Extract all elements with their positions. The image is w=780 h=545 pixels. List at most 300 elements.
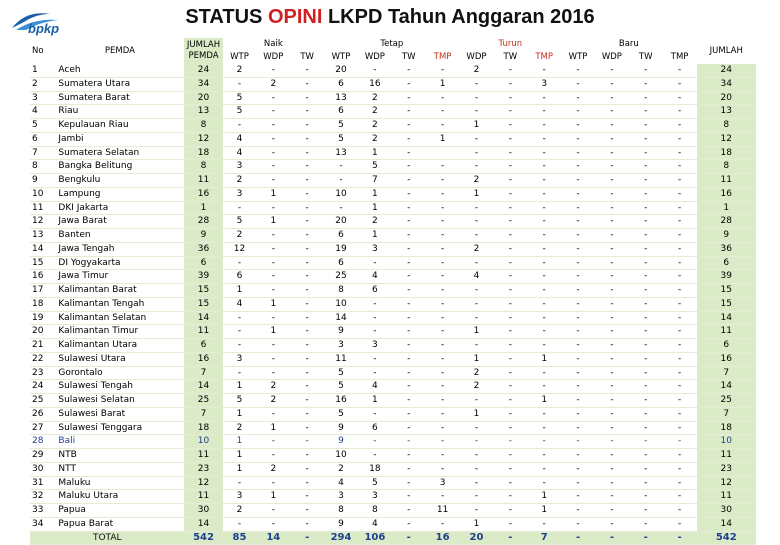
cell-u-2: - — [527, 380, 561, 394]
cell-b-3: - — [663, 256, 697, 270]
cell-b-0: - — [561, 449, 595, 463]
cell-jumlah: 16 — [697, 352, 756, 366]
cell-t-1: - — [358, 325, 392, 339]
cell-u-2: 1 — [527, 490, 561, 504]
cell-n-0: 1 — [223, 407, 257, 421]
cell-t-2: - — [392, 476, 426, 490]
table-row — [30, 490, 756, 504]
cell-n-1: - — [256, 284, 290, 298]
cell-b-1: - — [595, 421, 629, 435]
table-row — [30, 476, 756, 490]
cell-b-3: - — [663, 201, 697, 215]
cell-u-1: - — [493, 119, 527, 133]
cell-b-0: - — [561, 476, 595, 490]
cell-t-1: 6 — [358, 421, 392, 435]
cell-b-1: - — [595, 504, 629, 518]
cell-t-2: - — [392, 504, 426, 518]
cell-jumlah-pemda: 39 — [184, 270, 222, 284]
cell-jumlah-pemda: 8 — [184, 119, 222, 133]
cell-b-3: - — [663, 132, 697, 146]
cell-b-3: - — [663, 270, 697, 284]
cell-t-0: 9 — [324, 325, 358, 339]
cell-n-2: - — [290, 201, 324, 215]
svg-text:bpkp: bpkp — [28, 21, 60, 36]
cell-b-0: - — [561, 490, 595, 504]
cell-t-2: - — [392, 229, 426, 243]
cell-b-0: - — [561, 380, 595, 394]
cell-u-1: - — [493, 517, 527, 531]
table-row — [30, 77, 756, 91]
cell-no: 12 — [30, 215, 55, 229]
cell-t-3: 3 — [426, 476, 460, 490]
cell-t-0: 14 — [324, 311, 358, 325]
cell-pemda: Jawa Barat — [55, 215, 184, 229]
table-row — [30, 105, 756, 119]
table-row — [30, 325, 756, 339]
cell-t-3: 1 — [426, 77, 460, 91]
cell-no: 7 — [30, 146, 55, 160]
cell-no: 18 — [30, 297, 55, 311]
cell-b-2: - — [629, 270, 663, 284]
table-row — [30, 297, 756, 311]
cell-t-0: 13 — [324, 91, 358, 105]
cell-b-0: - — [561, 77, 595, 91]
cell-t-1: 1 — [358, 229, 392, 243]
cell-u-1: - — [493, 77, 527, 91]
table-row — [30, 64, 756, 77]
cell-no: 23 — [30, 366, 55, 380]
cell-b-0: - — [561, 119, 595, 133]
cell-t-0: 4 — [324, 476, 358, 490]
cell-pemda: DI Yogyakarta — [55, 256, 184, 270]
cell-b-2: - — [629, 105, 663, 119]
cell-u-2: - — [527, 311, 561, 325]
cell-u-2: - — [527, 517, 561, 531]
cell-t-0: 6 — [324, 229, 358, 243]
cell-u-2: - — [527, 284, 561, 298]
cell-u-2: 1 — [527, 394, 561, 408]
cell-u-2: - — [527, 160, 561, 174]
cell-n-0: - — [223, 201, 257, 215]
cell-t-1: 8 — [358, 504, 392, 518]
cell-b-1: - — [595, 339, 629, 353]
total-row — [30, 531, 756, 545]
cell-u-2: - — [527, 476, 561, 490]
cell-u-0: - — [460, 91, 494, 105]
cell-jumlah: 11 — [697, 174, 756, 188]
cell-t-0: 10 — [324, 187, 358, 201]
opini-table-container — [30, 38, 756, 545]
cell-t-2: - — [392, 201, 426, 215]
cell-n-2: - — [290, 352, 324, 366]
table-row — [30, 132, 756, 146]
cell-n-0: - — [223, 256, 257, 270]
cell-t-3: - — [426, 187, 460, 201]
tetap-tmp: TMP — [433, 52, 452, 62]
cell-jumlah-pemda: 15 — [184, 284, 222, 298]
cell-b-2: - — [629, 284, 663, 298]
cell-n-2: - — [290, 476, 324, 490]
cell-b-1: - — [595, 201, 629, 215]
cell-pemda: Papua — [55, 504, 184, 518]
cell-n-2: - — [290, 229, 324, 243]
cell-b-0: - — [561, 407, 595, 421]
cell-n-2: - — [290, 132, 324, 146]
cell-n-1: - — [256, 105, 290, 119]
cell-n-1: - — [256, 201, 290, 215]
cell-jumlah-pemda: 542 — [184, 531, 222, 545]
cell-b-0: - — [561, 229, 595, 243]
cell-b-2: - — [629, 174, 663, 188]
cell-n-1: 14 — [256, 531, 290, 545]
cell-b-3: - — [663, 339, 697, 353]
cell-no: 19 — [30, 311, 55, 325]
cell-t-0: 9 — [324, 421, 358, 435]
cell-b-1: - — [595, 242, 629, 256]
cell-t-3: - — [426, 366, 460, 380]
cell-t-2: - — [392, 64, 426, 77]
cell-t-3: - — [426, 297, 460, 311]
cell-pemda: Kepulauan Riau — [55, 119, 184, 133]
cell-u-0: 2 — [460, 64, 494, 77]
cell-jumlah-pemda: 14 — [184, 517, 222, 531]
cell-n-0: 2 — [223, 64, 257, 77]
cell-u-2: - — [527, 366, 561, 380]
cell-u-1: - — [493, 366, 527, 380]
page-title — [0, 6, 780, 29]
cell-u-0: 1 — [460, 352, 494, 366]
cell-t-3: - — [426, 407, 460, 421]
cell-t-3: - — [426, 380, 460, 394]
cell-u-1: - — [493, 270, 527, 284]
cell-t-2: - — [392, 270, 426, 284]
cell-no: 30 — [30, 462, 55, 476]
cell-n-1: - — [256, 449, 290, 463]
cell-t-1: 2 — [358, 105, 392, 119]
cell-b-3: - — [663, 229, 697, 243]
cell-b-3: - — [663, 462, 697, 476]
cell-u-1: - — [493, 352, 527, 366]
cell-no: 16 — [30, 270, 55, 284]
cell-t-1: 1 — [358, 201, 392, 215]
cell-u-0: 4 — [460, 270, 494, 284]
cell-t-0: 3 — [324, 339, 358, 353]
cell-n-0: 1 — [223, 435, 257, 449]
cell-b-3: - — [663, 476, 697, 490]
cell-u-1: - — [493, 490, 527, 504]
cell-n-1: 1 — [256, 215, 290, 229]
table-row — [30, 160, 756, 174]
cell-jumlah-pemda: 14 — [184, 311, 222, 325]
cell-b-2: - — [629, 421, 663, 435]
cell-u-2: - — [527, 174, 561, 188]
header-row-groups — [30, 38, 756, 51]
cell-jumlah-pemda: 16 — [184, 187, 222, 201]
cell-n-2: - — [290, 490, 324, 504]
cell-n-0: - — [223, 119, 257, 133]
cell-jumlah: 7 — [697, 366, 756, 380]
cell-u-2: - — [527, 435, 561, 449]
cell-t-1: 2 — [358, 132, 392, 146]
cell-b-1: - — [595, 174, 629, 188]
cell-u-0: 2 — [460, 380, 494, 394]
cell-jumlah: 8 — [697, 119, 756, 133]
cell-t-3: - — [426, 270, 460, 284]
cell-pemda: Sulawesi Tenggara — [55, 421, 184, 435]
cell-t-1: 106 — [358, 531, 392, 545]
cell-u-0: 2 — [460, 242, 494, 256]
cell-u-1: - — [493, 187, 527, 201]
cell-b-2: - — [629, 517, 663, 531]
cell-jumlah-pemda: 23 — [184, 462, 222, 476]
cell-t-1: - — [358, 435, 392, 449]
cell-t-1: 18 — [358, 462, 392, 476]
cell-t-3: - — [426, 325, 460, 339]
cell-t-2: - — [392, 215, 426, 229]
cell-no: 1 — [30, 64, 55, 77]
cell-n-2: - — [290, 435, 324, 449]
table-row — [30, 366, 756, 380]
cell-t-2: - — [392, 132, 426, 146]
cell-jumlah: 36 — [697, 242, 756, 256]
cell-jumlah-pemda: 16 — [184, 352, 222, 366]
cell-b-2: - — [629, 531, 663, 545]
group-turun: Turun — [498, 39, 523, 49]
cell-u-0: - — [460, 490, 494, 504]
cell-b-2: - — [629, 64, 663, 77]
cell-t-0: 5 — [324, 119, 358, 133]
cell-b-1: - — [595, 380, 629, 394]
cell-b-0: - — [561, 105, 595, 119]
cell-t-0: 10 — [324, 449, 358, 463]
cell-b-3: - — [663, 160, 697, 174]
cell-u-2: - — [527, 187, 561, 201]
cell-b-1: - — [595, 64, 629, 77]
cell-no: 31 — [30, 476, 55, 490]
cell-t-2: - — [392, 146, 426, 160]
cell-no: 24 — [30, 380, 55, 394]
cell-u-0: - — [460, 449, 494, 463]
cell-b-1: - — [595, 270, 629, 284]
cell-n-0: 3 — [223, 352, 257, 366]
cell-b-3: - — [663, 449, 697, 463]
cell-u-0: - — [460, 146, 494, 160]
cell-u-2: - — [527, 132, 561, 146]
cell-u-0: - — [460, 311, 494, 325]
cell-jumlah: 11 — [697, 490, 756, 504]
group-baru: Baru — [618, 39, 639, 49]
cell-jumlah-pemda: 13 — [184, 105, 222, 119]
cell-u-2: - — [527, 407, 561, 421]
cell-t-0: 8 — [324, 284, 358, 298]
cell-b-3: - — [663, 394, 697, 408]
cell-t-3 — [426, 146, 460, 160]
cell-no: 5 — [30, 119, 55, 133]
cell-n-2: - — [290, 339, 324, 353]
cell-b-0: - — [561, 366, 595, 380]
cell-n-2: - — [290, 449, 324, 463]
cell-u-0: - — [460, 77, 494, 91]
cell-t-2: - — [392, 311, 426, 325]
cell-u-0: - — [460, 284, 494, 298]
cell-u-1: - — [493, 504, 527, 518]
cell-u-2: - — [527, 242, 561, 256]
cell-t-3: 1 — [426, 132, 460, 146]
cell-b-1: - — [595, 517, 629, 531]
cell-n-0: 5 — [223, 91, 257, 105]
cell-t-2: - — [392, 160, 426, 174]
cell-t-3: - — [426, 160, 460, 174]
cell-n-0: 5 — [223, 215, 257, 229]
cell-pemda: Bengkulu — [55, 174, 184, 188]
cell-u-1: - — [493, 284, 527, 298]
cell-u-0: - — [460, 435, 494, 449]
cell-u-1: - — [493, 215, 527, 229]
cell-jumlah-pemda: 11 — [184, 490, 222, 504]
table-row — [30, 215, 756, 229]
cell-u-2: 1 — [527, 504, 561, 518]
baru-tmp: TMP — [670, 52, 689, 62]
cell-pemda: Kalimantan Utara — [55, 339, 184, 353]
cell-u-0: - — [460, 504, 494, 518]
cell-t-1: 1 — [358, 394, 392, 408]
cell-t-3: - — [426, 215, 460, 229]
cell-n-2: - — [290, 504, 324, 518]
cell-n-1: 1 — [256, 297, 290, 311]
cell-b-1: - — [595, 366, 629, 380]
title-prefix: STATUS — [185, 6, 268, 28]
cell-b-0: - — [561, 394, 595, 408]
table-row — [30, 311, 756, 325]
cell-u-0: 1 — [460, 325, 494, 339]
col-pemda: PEMDA — [104, 45, 135, 56]
cell-jumlah: 15 — [697, 297, 756, 311]
cell-t-3: - — [426, 311, 460, 325]
cell-b-0: - — [561, 504, 595, 518]
cell-t-3: - — [426, 256, 460, 270]
cell-jumlah: 11 — [697, 325, 756, 339]
cell-no: 21 — [30, 339, 55, 353]
cell-n-1: - — [256, 352, 290, 366]
title-highlight: OPINI — [267, 6, 323, 28]
cell-u-1: - — [493, 325, 527, 339]
cell-n-2: - — [290, 311, 324, 325]
cell-n-2: - — [290, 366, 324, 380]
cell-b-3: - — [663, 284, 697, 298]
cell-jumlah: 12 — [697, 132, 756, 146]
cell-no: 32 — [30, 490, 55, 504]
cell-b-0: - — [561, 132, 595, 146]
cell-t-1: 3 — [358, 242, 392, 256]
cell-b-2: - — [629, 462, 663, 476]
table-row — [30, 380, 756, 394]
cell-jumlah: 23 — [697, 462, 756, 476]
cell-no: 4 — [30, 105, 55, 119]
cell-b-0: - — [561, 174, 595, 188]
cell-u-2: - — [527, 64, 561, 77]
table-row — [30, 270, 756, 284]
cell-pemda: Sulawesi Selatan — [55, 394, 184, 408]
cell-t-3: 16 — [426, 531, 460, 545]
cell-no: 9 — [30, 174, 55, 188]
cell-n-2: - — [290, 325, 324, 339]
cell-b-1: - — [595, 229, 629, 243]
table-row — [30, 174, 756, 188]
cell-jumlah-pemda: 10 — [184, 435, 222, 449]
table-row — [30, 339, 756, 353]
cell-b-3: - — [663, 215, 697, 229]
cell-u-1: - — [493, 105, 527, 119]
cell-jumlah: 34 — [697, 77, 756, 91]
cell-b-2: - — [629, 132, 663, 146]
cell-n-2: - — [290, 531, 324, 545]
cell-n-1: 1 — [256, 421, 290, 435]
cell-n-1: - — [256, 339, 290, 353]
cell-no: 33 — [30, 504, 55, 518]
cell-u-0: - — [460, 229, 494, 243]
cell-n-0: 2 — [223, 229, 257, 243]
cell-t-1: - — [358, 256, 392, 270]
cell-b-3: - — [663, 146, 697, 160]
cell-pemda: Bali — [55, 435, 184, 449]
cell-n-2: - — [290, 215, 324, 229]
cell-b-2: - — [629, 339, 663, 353]
cell-t-3: - — [426, 242, 460, 256]
cell-b-2: - — [629, 160, 663, 174]
cell-b-0: - — [561, 311, 595, 325]
cell-pemda: Gorontalo — [55, 366, 184, 380]
cell-n-2: - — [290, 91, 324, 105]
cell-u-1: - — [493, 174, 527, 188]
cell-b-3: - — [663, 531, 697, 545]
cell-t-1: 2 — [358, 119, 392, 133]
cell-n-0: 3 — [223, 160, 257, 174]
cell-b-1: - — [595, 462, 629, 476]
cell-u-0: - — [460, 476, 494, 490]
cell-no: 6 — [30, 132, 55, 146]
cell-t-2: - — [392, 421, 426, 435]
cell-t-0: 5 — [324, 366, 358, 380]
table-row — [30, 504, 756, 518]
cell-u-2: - — [527, 105, 561, 119]
cell-u-0: 1 — [460, 407, 494, 421]
cell-n-1: - — [256, 311, 290, 325]
cell-u-0: 2 — [460, 366, 494, 380]
cell-b-0: - — [561, 242, 595, 256]
cell-n-2: - — [290, 119, 324, 133]
cell-pemda: Aceh — [55, 64, 184, 77]
cell-t-2: - — [392, 105, 426, 119]
cell-t-1: 4 — [358, 517, 392, 531]
cell-jumlah-pemda: 20 — [184, 91, 222, 105]
cell-b-2: - — [629, 146, 663, 160]
cell-jumlah-pemda: 6 — [184, 339, 222, 353]
cell-b-2: - — [629, 119, 663, 133]
table-row — [30, 242, 756, 256]
table-row — [30, 284, 756, 298]
cell-u-1: - — [493, 91, 527, 105]
cell-jumlah: 15 — [697, 284, 756, 298]
cell-n-2: - — [290, 105, 324, 119]
cell-pemda: Sumatera Barat — [55, 91, 184, 105]
cell-jumlah: 30 — [697, 504, 756, 518]
cell-b-1: - — [595, 119, 629, 133]
cell-t-2: - — [392, 517, 426, 531]
table-row — [30, 187, 756, 201]
cell-b-0: - — [561, 531, 595, 545]
cell-no: 11 — [30, 201, 55, 215]
cell-b-3: - — [663, 435, 697, 449]
